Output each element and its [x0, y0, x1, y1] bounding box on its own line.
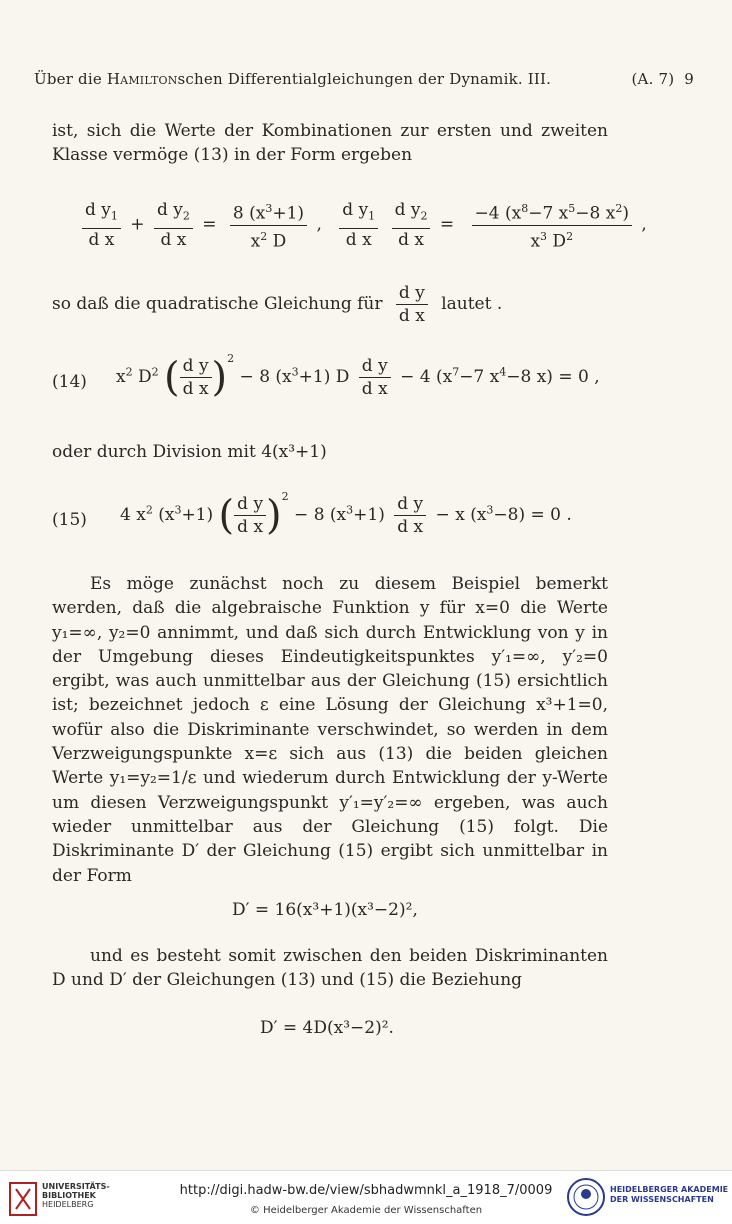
ub-line-3: HEIDELBERG: [42, 1200, 94, 1209]
academy-seal-icon: [566, 1177, 606, 1217]
header-name: Hamilton: [106, 70, 178, 88]
running-header: [34, 70, 694, 88]
equation-combinations: $\frac{d y_1}{\text{d x}}$ + $\frac{d y_2}{\text{d x}}$ = $\frac{8 (x^3+1)}{x^2 D}$ , $\frac{d y_1}{\text{d x}}$ $\frac{d y_2}{\text{d x}}$ = $\frac{-4 (x^8-7 x^5-8 x^2)}{x^3 D^2}$ ,: [78, 198, 647, 252]
source-url-link[interactable]: http://digi.hadw-bw.de/view/sbhadwmnkl_a_1918_7/0009: [179, 1183, 553, 1198]
copyright-notice: © Heidelberger Akademie der Wissenschaften: [249, 1205, 483, 1216]
equation-15: 4 $x^2$ $(x^3+1)$ ( $\frac{\text{d y}}{\text{d x}}$ )$^2$ − 8 $(x^3+1)$ $\frac{\text{d y}}{\text{d x}}$ − x $(x^3-8) = 0$ .: [120, 490, 572, 539]
paragraph-4: Es möge zunächst noch zu diesem Beispiel bemerkt werden, daß die algebraische Funktion y für x=0 die Werte y₁=∞, y₂=0 annimmt, und daß sich durch Entwicklung von y in der Umgebung dieses Eindeutigkeitspunktes y′₁=∞, y′₂=0 ergibt, was auch unmittelbar aus der Gleichung (15) ersichtlich ist; bezeichnet jedoch ε eine Lösung der Gleichung x³+1=0, wofür also die Diskriminante verschwindet, so werden in dem Verzweigungspunkte x=ε sich aus (13) die beiden gleichen Werte y₁=y₂=1/ε und wiederum durch Entwicklung der y-Werte um diesen Verzweigungspunkt y′₁=y′₂=∞ ergeben, was auch wieder unmittelbar aus der Gleichung (15) folgt. Die Diskriminante D′ der Gleichung (15) ergibt sich unmittelbar in der Form: [52, 574, 608, 886]
paragraph-2-after: lautet .: [441, 294, 503, 314]
equation-14-label: (14): [52, 372, 87, 392]
paragraph-2: so daß die quadratische Gleichung für $\frac{\text{d y}}{\text{d x}}$ lautet .: [52, 283, 503, 326]
header-ref: (A. 7): [631, 70, 675, 88]
paragraph-1: ist, sich die Werte der Kombinationen zur ersten und zweiten Klasse vermöge (13) in der Form ergeben: [52, 121, 608, 166]
equation-discriminant: D′ = 16(x³+1)(x³−2)²,: [232, 900, 418, 920]
ha-line-1: HEIDELBERGER AKADEMIE: [610, 1185, 729, 1194]
paragraph-2-before: so daß die quadratische Gleichung für: [52, 294, 383, 314]
paragraph-5: und es besteht somit zwischen den beiden Diskriminanten D und D′ der Gleichungen (13) und (15) die Beziehung: [52, 946, 608, 991]
equation-relation: D′ = 4D(x³−2)².: [260, 1018, 394, 1038]
page-number-block: [631, 70, 694, 88]
header-suffix: schen Differentialgleichungen der Dynamik. III.: [177, 70, 552, 88]
equation-15-label: (15): [52, 510, 87, 530]
footer-bar: [0, 1170, 732, 1224]
ub-line-2: BIBLIOTHEK: [42, 1191, 96, 1200]
academy-name: [610, 1185, 728, 1205]
equation-14: $x^2$ $D^2$ ( $\frac{\text{d y}}{\text{d x}}$ )$^2$ − 8 $(x^3+1)$ D $\frac{\text{d y}}{\text{d x}}$ − 4 ($x^7-7$ $x^4-8$ x) = 0 ,: [116, 352, 600, 401]
header-prefix: Über die: [34, 70, 107, 88]
ub-line-1: UNIVERSITÄTS-: [42, 1182, 110, 1191]
paragraph-3: oder durch Division mit 4(x³+1): [52, 442, 327, 462]
ha-line-2: DER WISSENSCHAFTEN: [610, 1195, 714, 1204]
page-number: 9: [684, 70, 694, 88]
